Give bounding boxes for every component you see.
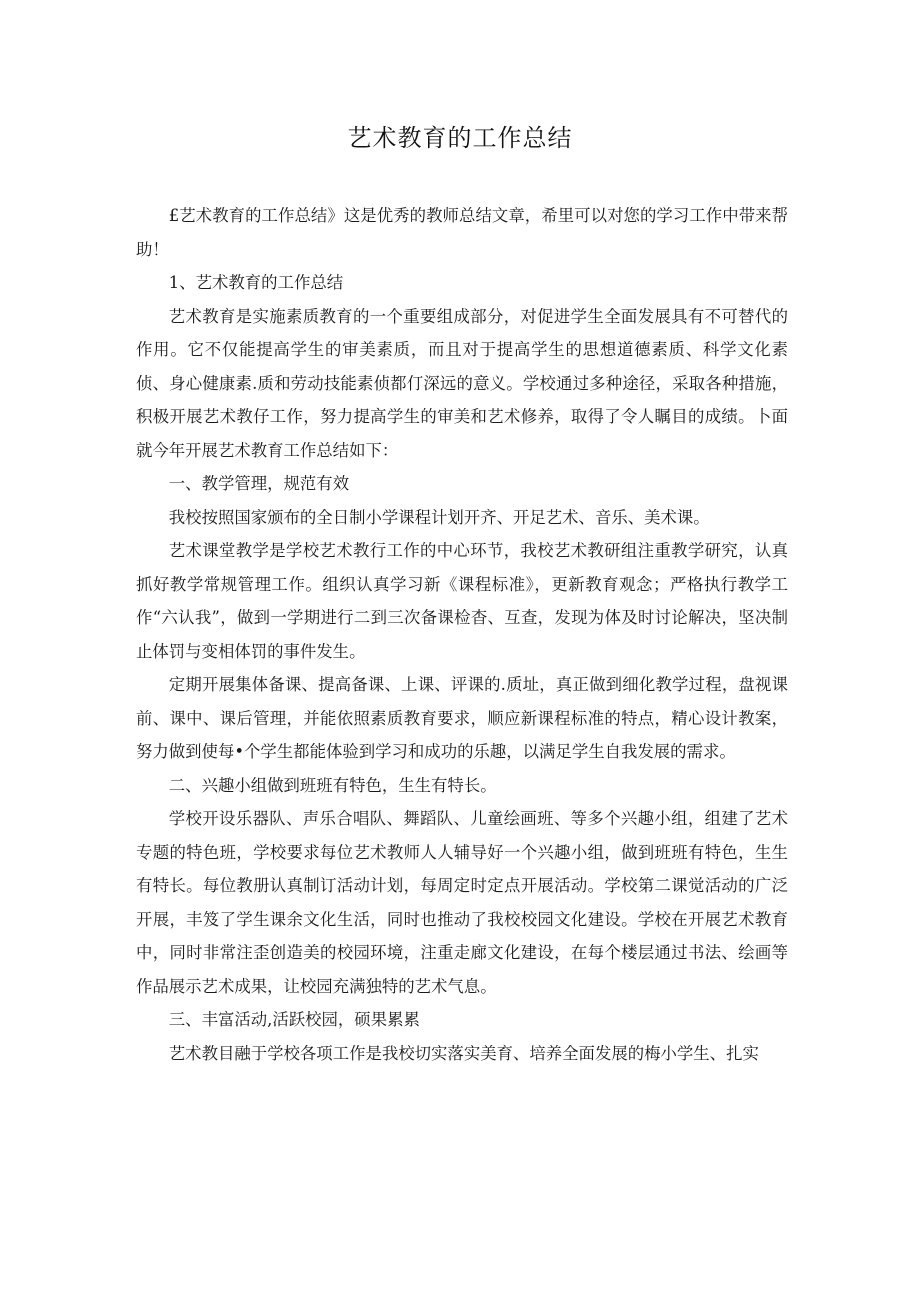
intro-paragraph: £艺术教育的工作总结》这是优秀的教师总结文章，希里可以对您的学习工作中带来帮助！ [136, 206, 788, 259]
body-paragraph: 学校开设乐器队、声乐合唱队、舞蹈队、儿童绘画班、等多个兴趣小组，组建了艺术专题的特色班，学校要求每位艺术教师人人辅导好一个兴趣小组，做到班班有特色，生生有特长。每位教册认真制订活动计划，每周定时定点开展活动。学校第二课觉活动的广泛开展，丰笈了学生课余文化生活，同时也推动了我校校园文化建设。学校在开展艺术教育中，同时非常注歪创造美的校园环境，注重走廊文化建设，在每个楼层通过书法、绘画等作品展示艺术成果，让校园充满独特的艺术气息。 [136, 809, 788, 996]
section-heading-teaching-management: 一、教学管理，规范有效 [168, 474, 350, 493]
body-paragraph: 艺术课堂教学是学校艺术教行工作的中心环节，我校艺术教研组注重教学研究，认真抓好教学常规管理工作。组织认真学习新《课程标准》，更新教育观念；严格执行教学工作“六认我”，做到一学期进行二到三次备课检杳、互查，发现为体及时讨论解决，坚决制止体罚与变相体罚的事件发生。 [136, 541, 788, 661]
section-heading-1: 1、艺术教育的工作总结 [168, 273, 344, 292]
body-paragraph: 艺术教目融于学校各项工作是我校切实落实美育、培养全面发展的梅小学生、扎实 [168, 1043, 759, 1063]
body-paragraph: 定期开展集体备课、提高备课、上课、评课的.质址，真正做到细化教学过程，盘视课前、课中、课后管理，并能依照素质教育要求，顺应新课程标准的特点，精心设计教案，努力做到使每•个学生都能体验到学习和成功的乐趣，以满足学生自我发展的需求。 [136, 675, 788, 761]
body-paragraph: 我校按照国家颁布的全日制小学课程计划开齐、开足艺术、音乐、美术课。 [168, 507, 710, 527]
document-title: 艺术教育的工作总结 [347, 124, 573, 152]
section-heading-activities: 三、丰富活动,活跃校园，硕果累累 [168, 1010, 420, 1029]
section-heading-interest-groups: 二、兴趣小组做到班班有特色，生生有特长。 [168, 775, 497, 795]
body-paragraph: 艺术教育是实施素质教育的一个重要组成部分，对促进学生全面发展具有不可替代的作用。它不仅能提高学生的审美素质，而且对于提高学生的思想道德素质、科学文化素侦、身心健康素.质和劳动技能素侦都仃深远的意义。学校通过多种途径，采取各种措施，积极开展艺术教仔工作，努力提高学生的审美和艺术修养，取得了令人瞩目的成绩。卜面就今年开展艺术教育工作总结如下： [136, 306, 788, 460]
document-body [136, 199, 788, 1070]
